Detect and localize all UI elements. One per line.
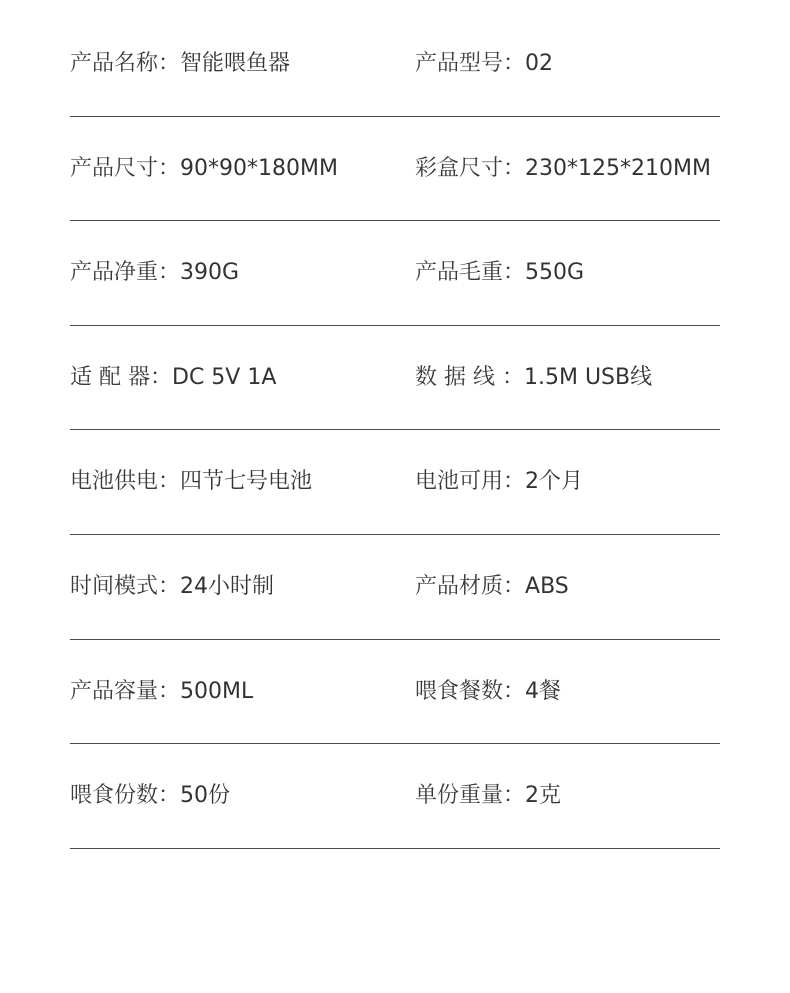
- spec-value: 50份: [180, 783, 231, 809]
- spec-cell: [70, 466, 312, 498]
- spec-value: 02: [525, 51, 554, 76]
- spec-value: 1.5M USB线: [523, 364, 653, 390]
- spec-value: 2个月: [525, 469, 584, 495]
- spec-label: 喂食份数：: [70, 783, 181, 809]
- spec-cell: [70, 780, 230, 812]
- spec-row: [70, 12, 720, 117]
- spec-cell: [415, 362, 652, 394]
- spec-label: 时间模式：: [70, 573, 181, 599]
- spec-label: 数 据 线 ：: [415, 364, 524, 390]
- spec-label: 彩盒尺寸：: [415, 155, 526, 181]
- spec-cell: [70, 48, 290, 80]
- spec-cell: [415, 571, 569, 603]
- spec-row: [70, 744, 720, 849]
- spec-value: 4餐: [525, 678, 562, 704]
- spec-cell: [415, 48, 553, 80]
- spec-label: 产品容量：: [70, 678, 181, 704]
- spec-value: 四节七号电池: [180, 469, 313, 495]
- spec-cell: [415, 257, 584, 289]
- spec-row: [70, 326, 720, 431]
- spec-label: 喂食餐数：: [415, 678, 526, 704]
- spec-label: 产品材质：: [415, 573, 526, 599]
- spec-label: 单份重量：: [415, 783, 526, 809]
- spec-value: 智能喂鱼器: [180, 51, 291, 76]
- spec-cell: [415, 466, 583, 498]
- spec-value: DC 5V 1A: [172, 364, 277, 390]
- spec-row: [70, 430, 720, 535]
- spec-value: 390G: [180, 260, 240, 286]
- spec-row: [70, 117, 720, 222]
- spec-cell: [415, 780, 561, 812]
- spec-value: 550G: [525, 260, 585, 286]
- spec-label: 产品型号：: [415, 51, 526, 76]
- spec-table: [70, 12, 720, 849]
- spec-value: 2克: [525, 783, 562, 809]
- spec-label: 适 配 器：: [70, 364, 172, 390]
- spec-value: 24小时制: [180, 573, 275, 599]
- spec-label: 电池可用：: [415, 469, 526, 495]
- spec-cell: [70, 571, 274, 603]
- spec-row: [70, 221, 720, 326]
- spec-label: 产品毛重：: [415, 260, 526, 286]
- spec-label: 产品尺寸：: [70, 155, 181, 181]
- spec-value: ABS: [525, 573, 569, 599]
- spec-label: 电池供电：: [70, 469, 181, 495]
- spec-row: [70, 535, 720, 640]
- spec-label: 产品净重：: [70, 260, 181, 286]
- spec-cell: [70, 362, 276, 394]
- spec-value: 90*90*180MM: [180, 155, 338, 181]
- spec-cell: [70, 153, 338, 185]
- spec-cell: [415, 676, 561, 708]
- spec-cell: [415, 153, 711, 185]
- spec-value: 230*125*210MM: [525, 155, 711, 181]
- spec-label: 产品名称：: [70, 51, 181, 76]
- spec-cell: [70, 257, 239, 289]
- spec-cell: [70, 676, 253, 708]
- spec-value: 500ML: [180, 678, 254, 704]
- spec-row: [70, 640, 720, 745]
